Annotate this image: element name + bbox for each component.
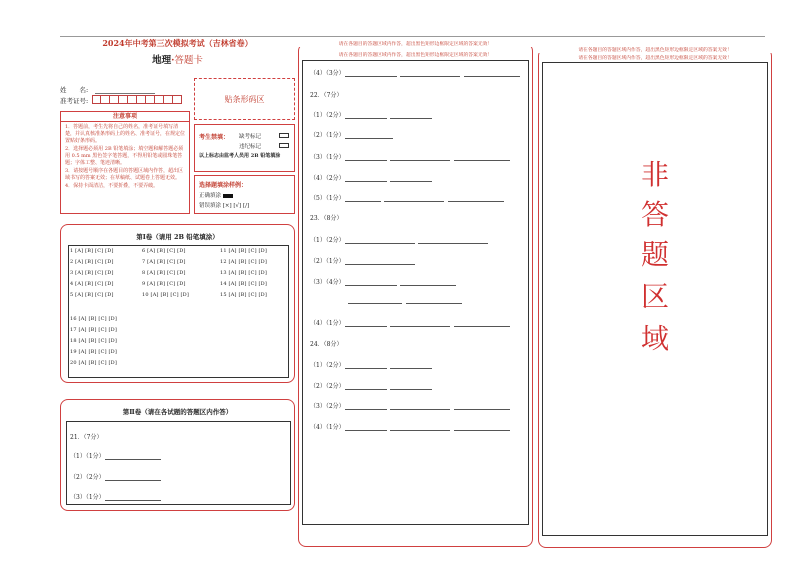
choice-row[interactable]: 4 [A] [B] [C] [D] <box>70 281 114 287</box>
choice-row[interactable]: 14 [A] [B] [C] [D] <box>220 281 268 287</box>
q22-line[interactable]: （3）（1分） <box>310 152 510 161</box>
note-item: 3．请按题号顺序在各题目的答题区域内作答，超出区域书写的答案无效；在草稿纸、试题卷上答题无效。 <box>65 168 184 181</box>
q24-line[interactable]: （1）（2分） <box>310 360 432 369</box>
wrong-fill: 错误填涂 [×] [√] [/] <box>199 203 250 209</box>
exam-status-label: 考生禁填： <box>199 134 230 141</box>
non-answer-char: 域 <box>640 322 669 355</box>
barcode-area: 贴条形码区 <box>194 78 295 120</box>
q23-head: 23．（8分） <box>310 215 343 222</box>
warning-text: 请在各题目的答题区域内作答，超出黑色矩形边框限定区域的答案无效！ <box>538 46 772 53</box>
non-answer-char: 非 <box>640 158 669 191</box>
correct-fill: 正确填涂 <box>199 191 233 199</box>
exam-no-boxes[interactable] <box>92 95 182 104</box>
note-item: 1．答题前，考生先将自己的姓名，准考证号填写清楚，并认真核准条形码上的姓名、准考证号，在规定位置贴好条形码。 <box>65 124 186 144</box>
subject-title: 地理·答题卡 <box>152 55 203 66</box>
fill-sample-box <box>194 175 295 214</box>
choice-row[interactable]: 5 [A] [B] [C] [D] <box>70 292 114 298</box>
q24-line[interactable]: （3）（2分） <box>310 401 510 410</box>
exam-no-label: 准考证号: <box>60 97 89 105</box>
warning-text: 请在各题目的答题区域内作答，超出黑色矩形边框限定区域的答案无效！ <box>338 53 493 58</box>
choice-row[interactable]: 1 [A] [B] [C] [D] <box>70 248 114 254</box>
q23-line[interactable]: （4）（1分） <box>310 318 510 327</box>
choice-row[interactable]: 2 [A] [B] [C] [D] <box>70 259 114 265</box>
choice-row[interactable]: 13 [A] [B] [C] [D] <box>220 270 268 276</box>
choice-row[interactable]: 17 [A] [B] [C] [D] <box>70 327 118 333</box>
non-answer-char: 题 <box>640 238 669 271</box>
q24-line[interactable]: （4）（1分） <box>310 422 510 431</box>
subject-label: 地理 <box>152 55 172 66</box>
q22-head: 22．（7分） <box>310 92 343 99</box>
choice-row[interactable]: 7 [A] [B] [C] [D] <box>142 259 186 265</box>
non-answer-char: 区 <box>640 280 669 313</box>
choice-row[interactable]: 9 [A] [B] [C] [D] <box>142 281 186 287</box>
part2-title: 第Ⅱ卷（请在各试题的答题区内作答） <box>122 408 233 416</box>
choice-row[interactable]: 3 [A] [B] [C] [D] <box>70 270 114 276</box>
status-note: 以上标志由监考人员用 2B 铅笔填涂 <box>199 153 281 159</box>
warning-text: 请在各题目的答题区域内作答，超出黑色矩形边框限定区域的答案无效！ <box>298 40 533 47</box>
q23-line-extra[interactable] <box>348 297 462 304</box>
top-item[interactable]: （4）（3分） <box>310 68 520 77</box>
top-rule <box>60 36 765 37</box>
name-line[interactable] <box>95 93 155 94</box>
q23-line[interactable]: （1）（2分） <box>310 235 488 244</box>
fill-sample-title: 选择题填涂样例： <box>199 182 248 189</box>
notes-title: 注意事项 <box>61 112 189 122</box>
choice-row[interactable]: 6 [A] [B] [C] [D] <box>142 248 186 254</box>
q23-line[interactable]: （3）（4分） <box>310 277 456 286</box>
choice-row[interactable]: 16 [A] [B] [C] [D] <box>70 316 118 322</box>
exam-title: 2024年中考第三次模拟考试（吉林省卷） <box>102 38 253 48</box>
absent-label: 缺考标记 <box>239 134 262 140</box>
choice-row[interactable]: 8 [A] [B] [C] [D] <box>142 270 186 276</box>
violation-label: 违纪标记 <box>239 144 262 150</box>
q21-line[interactable]: （2）（2分） <box>70 472 161 481</box>
choice-row[interactable]: 19 [A] [B] [C] [D] <box>70 349 118 355</box>
warning-text: 请在各题目的答题区域内作答，超出黑色矩形边框限定区域的答案无效！ <box>578 56 732 61</box>
violation-mark-box[interactable] <box>279 143 289 148</box>
non-answer-area <box>542 62 768 536</box>
part1-title: 第Ⅰ卷（请用 2B 铅笔填涂） <box>136 233 219 241</box>
q22-line[interactable]: （2）（1分） <box>310 130 393 139</box>
choice-row[interactable]: 11 [A] [B] [C] [D] <box>220 248 268 254</box>
note-item: 2．选择题必须用 2B 铅笔填涂；填空题和解答题必须用 0.5 mm 黑色签字笔答题，不得用铅笔或圆珠笔答题；字体工整、笔迹清晰。 <box>65 146 184 166</box>
non-answer-char: 答 <box>640 198 669 231</box>
choice-row[interactable]: 12 [A] [B] [C] [D] <box>220 259 268 265</box>
q21-head: 21．（7分） <box>70 434 103 441</box>
q24-head: 24．（8分） <box>310 341 343 348</box>
notes-box <box>60 111 190 214</box>
absent-mark-box[interactable] <box>279 133 289 138</box>
q21-line[interactable]: （3）（1分） <box>70 492 161 501</box>
name-label: 姓 名: <box>60 86 89 94</box>
q21-line[interactable]: （1）（1分） <box>70 451 161 460</box>
exam-status-box <box>194 124 295 172</box>
choice-row[interactable]: 20 [A] [B] [C] [D] <box>70 360 118 366</box>
choice-row[interactable]: 18 [A] [B] [C] [D] <box>70 338 118 344</box>
card-name: 答题卡 <box>174 55 203 66</box>
q24-line[interactable]: （2）（2分） <box>310 381 432 390</box>
q22-line[interactable]: （1）（2分） <box>310 110 432 119</box>
q22-line[interactable]: （4）（2分） <box>310 173 432 182</box>
q22-line[interactable]: （5）（1分） <box>310 193 504 202</box>
choice-row[interactable]: 10 [A] [B] [C] [D] <box>142 292 190 298</box>
q23-line[interactable]: （2）（1分） <box>310 256 415 265</box>
note-item: 4．保持卡面清洁，不要折叠，不要弄破。 <box>65 183 159 189</box>
choice-row[interactable]: 15 [A] [B] [C] [D] <box>220 292 268 298</box>
